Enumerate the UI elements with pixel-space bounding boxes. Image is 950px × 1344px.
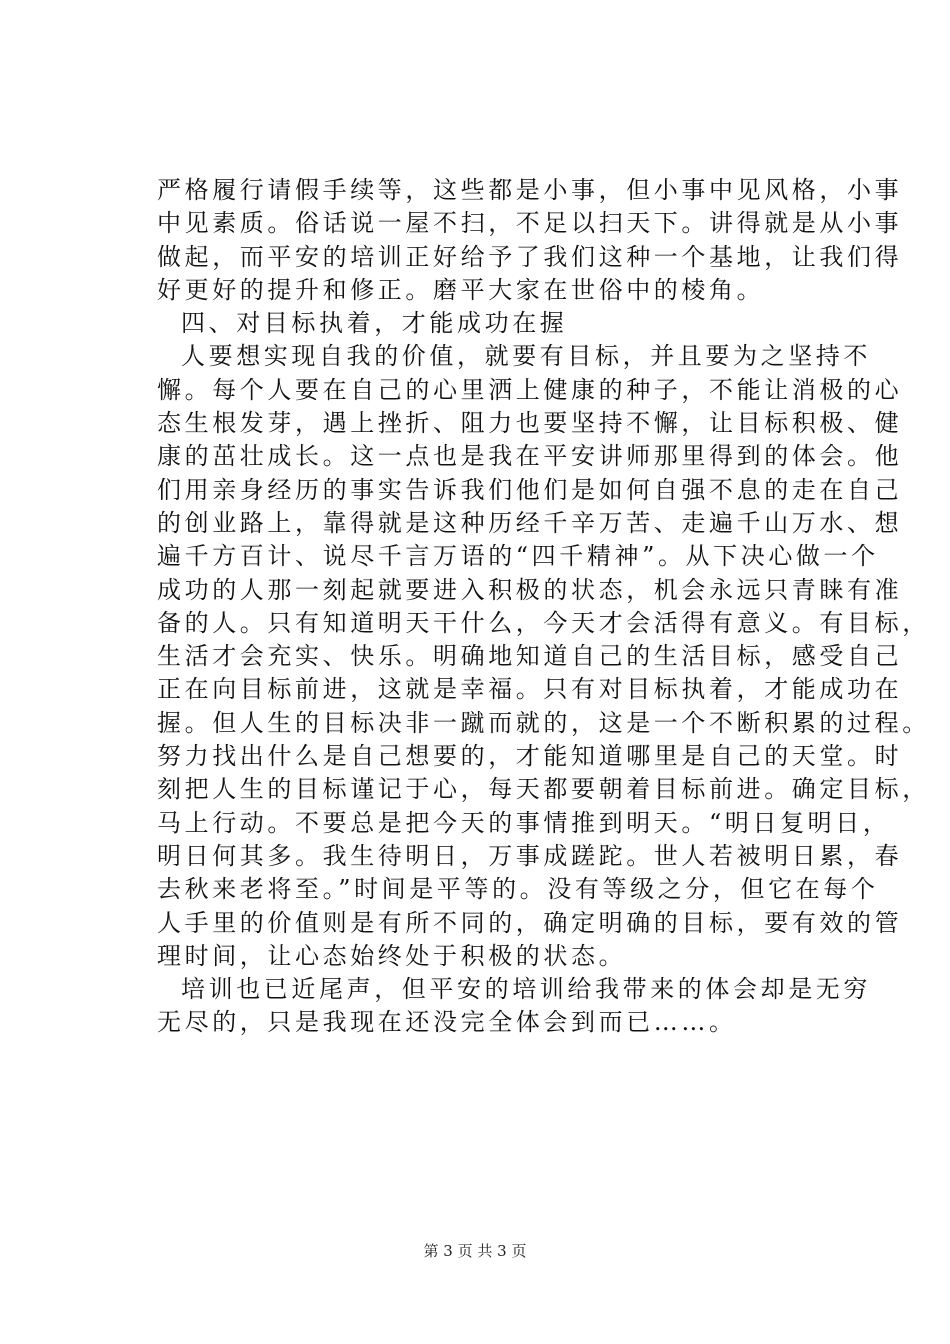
text-line: 明日何其多。我生待明日，万事成蹉跎。世人若被明日累，春 bbox=[157, 841, 903, 870]
text-line: 成功的人那一刻起就要进入积极的状态，机会永远只青睐有准 bbox=[157, 575, 903, 604]
text-line: 遍千方百计、说尽千言万语的“四千精神”。从下决心做一个 bbox=[157, 542, 879, 571]
text-line: 人要想实现自我的价值，就要有目标，并且要为之坚持不 bbox=[181, 342, 871, 371]
text-line: 做起，而平安的培训正好给予了我们这种一个基地，让我们得 bbox=[157, 242, 903, 271]
document-body bbox=[157, 174, 930, 1040]
text-line: 严格履行请假手续等，这些都是小事，但小事中见风格，小事 bbox=[157, 176, 903, 204]
text-line: 努力找出什么是自己想要的，才能知道哪里是自己的天堂。时 bbox=[157, 742, 903, 771]
text-line: 好更好的提升和修正。磨平大家在世俗中的棱角。 bbox=[157, 275, 765, 304]
text-line: 康的茁壮成长。这一点也是我在平安讲师那里得到的体会。他 bbox=[157, 442, 903, 471]
section-heading: 四、对目标执着，才能成功在握 bbox=[181, 309, 568, 338]
text-line: 刻把人生的目标谨记于心，每天都要朝着目标前进。确定目标， bbox=[157, 775, 930, 804]
text-line: 们用亲身经历的事实告诉我们他们是如何自强不息的走在自己 bbox=[157, 475, 903, 504]
text-line: 生活才会充实、快乐。明确地知道自己的生活目标，感受自己 bbox=[157, 642, 903, 671]
text-line: 态生根发芽，遇上挫折、阻力也要坚持不懈，让目标积极、健 bbox=[157, 409, 903, 438]
text-line: 培训也已近尾声，但平安的培训给我带来的体会却是无穷 bbox=[181, 975, 871, 1004]
text-line: 握。但人生的目标决非一蹴而就的，这是一个不断积累的过程。 bbox=[157, 708, 930, 737]
text-line: 理时间，让心态始终处于积极的状态。 bbox=[157, 941, 627, 970]
text-line: 马上行动。不要总是把今天的事情推到明天。“明日复明日， bbox=[157, 808, 891, 837]
text-line: 中见素质。俗话说一屋不扫，不足以扫天下。讲得就是从小事 bbox=[157, 209, 903, 238]
text-line: 无尽的，只是我现在还没完全体会到而已……。 bbox=[157, 1008, 737, 1037]
text-line: 备的人。只有知道明天干什么，今天才会活得有意义。有目标， bbox=[157, 608, 930, 637]
text-line: 人手里的价值则是有所不同的，确定明确的目标，要有效的管 bbox=[157, 908, 903, 937]
text-line: 正在向目标前进，这就是幸福。只有对目标执着，才能成功在 bbox=[157, 675, 903, 704]
text-line: 的创业路上，靠得就是这种历经千辛万苦、走遍千山万水、想 bbox=[157, 508, 903, 537]
text-line: 去秋来老将至。”时间是平等的。没有等级之分，但它在每个 bbox=[157, 875, 879, 904]
text-line: 懈。每个人要在自己的心里洒上健康的种子，不能让消极的心 bbox=[157, 375, 903, 404]
page-number-footer: 第 3 页 共 3 页 bbox=[423, 1242, 527, 1260]
